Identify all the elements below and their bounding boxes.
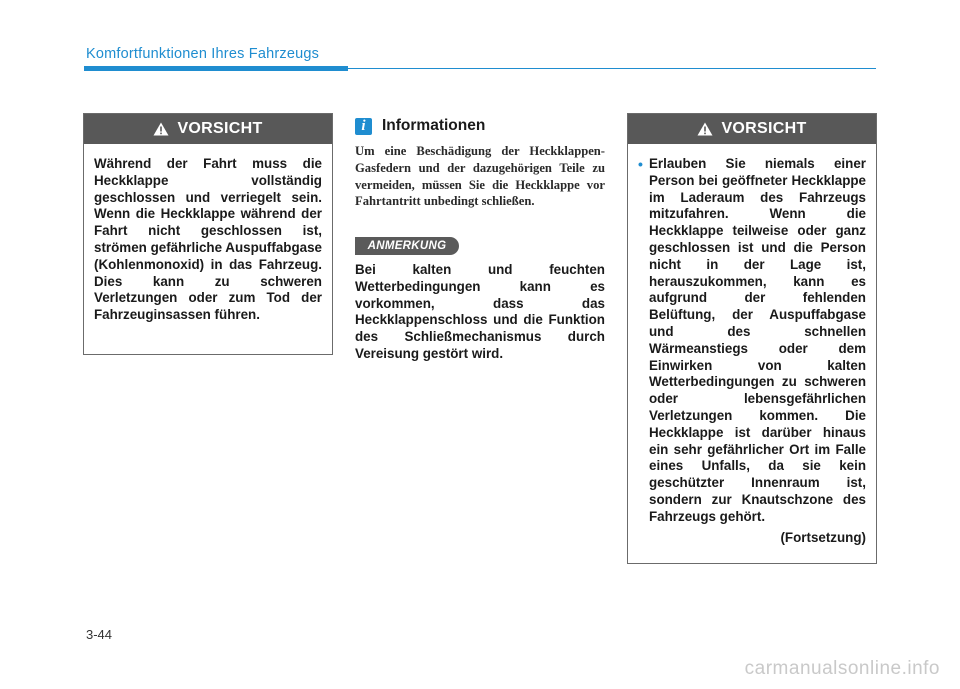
info-icon: i (355, 118, 372, 135)
information-text: Um eine Beschädigung der Heckklappen-Gasfedern und der dazugehörigen Teile zu vermeiden, müssen Sie die Heckklappe vor Fahrtantritt unbedingt schließen. (355, 144, 605, 209)
caution-box-left (83, 113, 333, 355)
continued-label: (Fortsetzung) (780, 529, 866, 545)
bullet-item (638, 156, 866, 526)
bullet-icon: • (638, 156, 643, 172)
caution-header (84, 114, 332, 144)
caution-text: Erlauben Sie niemals einer Person bei geöffneter Heckklappe im Laderaum des Fahrzeugs mitzufahren. Wenn die Heckklappe teilweise oder ganz geschlossen ist und die Person nicht in der Lage ist, herauszukommen, kann es aufgrund der fehlenden Belüftung, der Auspuffabgase und des schnellen Wärmeanstiegs oder dem Einwirken von kalten Wetterbedingungen zu schweren oder lebensgefährlichen Verletzungen kommen. Die Heckklappe ist darüber hinaus ein sehr gefährlicher Ort im Falle eines Unfalls, da sie kein geschützter Innenraum ist, sondern zur Knautschzone des Fahrzeugs gehört. (649, 156, 866, 524)
page-number: 3-44 (86, 627, 113, 642)
header-rule-accent (84, 66, 348, 71)
caution-header (628, 114, 876, 144)
caution-text: Während der Fahrt muss die Heckklappe vollständig geschlossen und verriegelt sein. Wenn die Heckklappe während der Fahrt nicht geschlossen ist, strömen gefährliche Auspuffabgase (Kohlenmonoxid) in das Fahrzeug. Dies kann zu schweren Verletzungen oder zum Tod der Fahrzeuginsassen führen. (94, 156, 322, 323)
note-text: Bei kalten und feuchten Wetterbedingungen kann es vorkommen, dass das Heckklappenschloss und die Funktion des Schließmechanismus durch Vereisung gestört wird. (355, 262, 605, 361)
warning-triangle-icon (697, 122, 713, 136)
warning-triangle-icon (153, 122, 169, 136)
section-title: Komfortfunktionen Ihres Fahrzeugs (86, 46, 320, 62)
information-title: Informationen (382, 117, 486, 134)
information-section (355, 115, 605, 210)
header-rule (348, 68, 876, 69)
caution-heading: VORSICHT (721, 120, 807, 137)
caution-heading: VORSICHT (177, 120, 263, 137)
watermark: carmanualsonline.info (744, 658, 940, 679)
caution-box-right (627, 113, 877, 564)
note-badge: ANMERKUNG (355, 237, 459, 255)
